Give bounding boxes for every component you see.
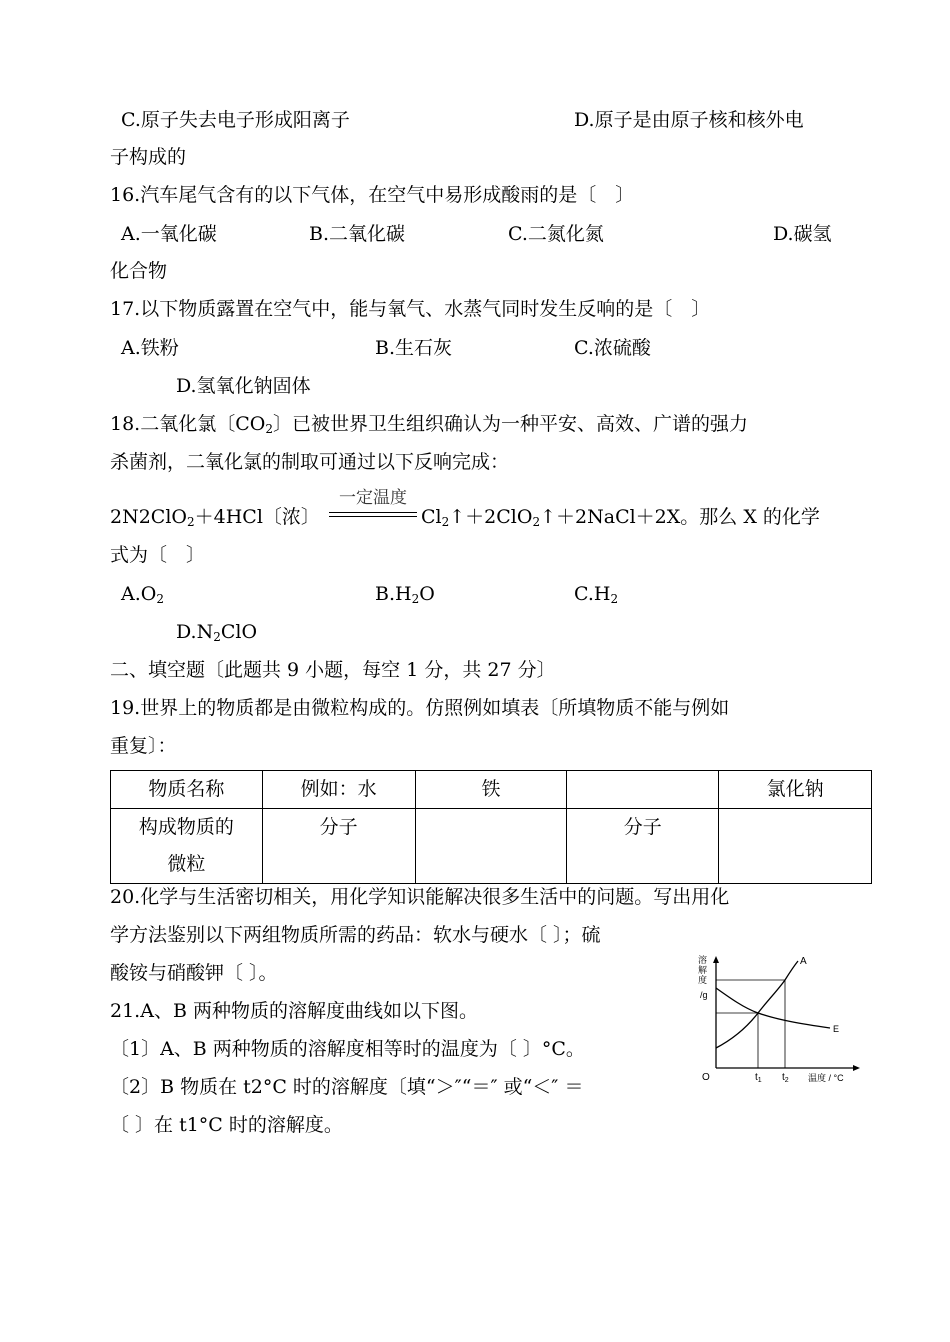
q16-option-d: D.碳氢 [773,223,832,245]
q16-option-a: A.一氧化碳 [121,223,217,245]
q18-equation-left [110,505,320,529]
q18-a-sub: 2 [156,592,164,606]
x-axis-arrow [853,1065,860,1071]
eq-left-sub: 2 [187,515,195,529]
origin-label: O [702,1072,710,1083]
q20-line1: 20.化学与生活密切相关，用化学知识能解决很多生活中的问题。写出用化 [110,886,730,908]
q16-option-c: C.二氮化氮 [508,223,604,245]
eq-left-a: 2N2ClO [110,506,187,528]
q18-c-text: C.H [574,583,611,605]
table-cell[interactable] [415,809,567,884]
q18-stem-post: 〕已被世界卫生组织确认为一种平安、高效、广谱的强力 [272,413,748,435]
section-2-title: 二、填空题〔此题共 9 小题，每空 1 分，共 27 分〕 [110,659,556,681]
q16-option-d-continued: 化合物 [110,260,168,282]
q18-stem-pre: 18.二氧化氯〔CO [110,413,266,435]
table-cell: 分子 [262,809,415,884]
q18-b-text2: O [419,583,435,605]
solubility-curve-graph [690,952,870,1092]
x-axis-label: 温度 / °C [808,1073,844,1083]
table-cell[interactable] [567,771,719,809]
eq-r2-sub: 2 [532,515,541,529]
q18-option-b [375,582,435,606]
y-axis-label-1: 溶 [698,955,708,965]
q18-stem-sub: 2 [265,422,273,436]
curve-a-label: A [800,956,807,967]
q19-stem-line2: 重复〕： [110,735,177,757]
q18-b-text1: B.H [375,583,412,605]
y-axis-label-2: 解 [698,965,708,975]
q18-equation-right [421,505,820,529]
q18-b-sub: 2 [411,592,420,606]
q19-stem: 19.世界上的物质都是由微粒构成的。仿照例如填表〔所填物质不能与例如 [110,697,730,719]
y-axis-arrow [713,956,719,963]
q18-a-text: A.O [121,583,157,605]
q19-table [110,770,872,884]
q18-d-sub: 2 [213,630,221,644]
q18-option-a [121,582,164,606]
table-row [111,771,872,809]
eq-r3: ↑＋2NaCl＋2X。那么 X 的化学 [540,506,820,528]
q21-part1: 〔1〕A、B 两种物质的溶解度相等时的温度为〔 〕°C。 [110,1038,585,1060]
row-header-line2: 微粒 [167,853,206,875]
eq-r1-sub: 2 [441,515,450,529]
q20-line2: 学方法鉴别以下两组物质所需的药品：软水与硬水〔 〕；硫 [110,924,601,946]
table-cell: 例如：水 [262,771,415,809]
q21-stem: 21.A、B 两种物质的溶解度曲线如以下图。 [110,1000,478,1022]
table-cell: 铁 [415,771,567,809]
eq-left-b: ＋4HCl〔浓〕 [194,506,320,528]
q17-option-b: B.生石灰 [375,337,453,359]
eq-r2: ↑＋2ClO [449,506,533,528]
curve-a [716,961,798,1048]
q18-stem-line2: 杀菌剂，二氧化氯的制取可通过以下反响完成： [110,451,510,473]
table-cell [111,809,263,884]
q17-option-d: D.氢氧化钠固体 [176,375,311,397]
q16-option-b: B.二氧化碳 [309,223,406,245]
q17-stem: 17.以下物质露置在空气中，能与氧气、水蒸气同时发生反响的是〔 〕 [110,298,711,320]
q18-option-c [574,582,618,606]
table-cell: 分子 [567,809,719,884]
t1-label: $t_1$ [755,1072,762,1084]
q18-option-d [176,620,257,644]
q18-d-text1: D.N [176,621,214,643]
row-header-line1: 构成物质的 [138,816,234,838]
equation-bar-top [329,512,417,513]
q16-stem: 16.汽车尾气含有的以下气体，在空气中易形成酸雨的是〔 〕 [110,184,635,206]
q17-option-c: C.浓硫酸 [574,337,651,359]
equation-condition: 一定温度 [339,488,407,508]
q21-part2: 〔2〕B 物质在 t2°C 时的溶解度〔填“＞″“＝″ 或“＜″ ＝ [110,1076,584,1098]
q15-option-c: C.原子失去电子形成阳离子 [121,109,350,131]
y-axis-label-3: 度 [698,975,708,985]
q17-option-a: A.铁粉 [121,337,179,359]
q18-equation-line2: 式为〔 〕 [110,544,206,566]
q15-option-d-continued: 子构成的 [110,146,187,168]
q21-part3: 〔 〕在 t1°C 时的溶解度。 [110,1114,343,1136]
table-row [111,809,872,884]
y-axis-unit: /g [700,990,708,1000]
table-cell[interactable] [719,809,872,884]
t2-label: $t_2$ [782,1072,789,1084]
q15-option-d: D.原子是由原子核和核外电 [574,109,804,131]
q18-c-sub: 2 [610,592,619,606]
table-cell: 物质名称 [111,771,263,809]
q18-d-text2: ClO [220,621,258,643]
table-cell: 氯化钠 [719,771,872,809]
equation-bar-bottom [329,516,417,517]
q18-stem [110,412,748,436]
curve-b-label: E [833,1024,840,1034]
eq-r1: Cl [421,506,442,528]
q20-line3: 酸铵与硝酸钾〔 〕。 [110,962,278,984]
